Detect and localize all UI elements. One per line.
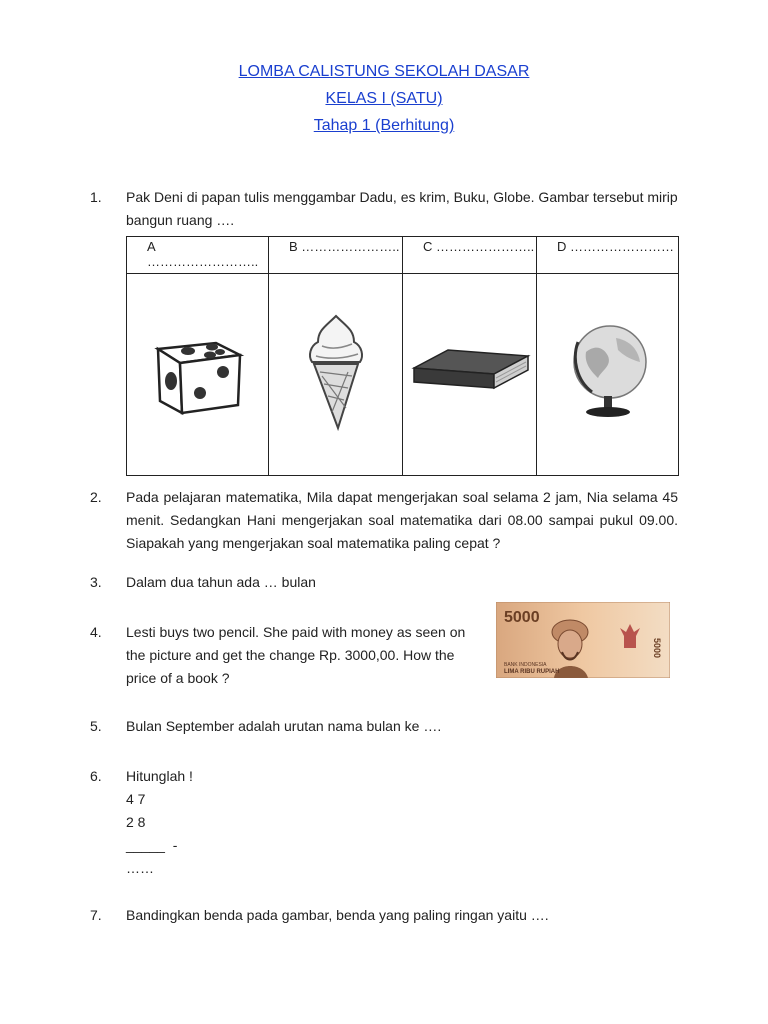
question-number: 1. [90, 189, 102, 205]
bank-name: BANK INDONESIA [504, 662, 547, 668]
worksheet-header [0, 58, 768, 139]
banknote-value: 5000 [504, 609, 540, 626]
option-b: B ………………….. [269, 237, 403, 274]
dice-icon [138, 327, 258, 417]
question-number: 2. [90, 489, 102, 505]
ice-cream-cell [269, 274, 403, 476]
question-text: Pak Deni di papan tulis menggambar Dadu, es krim, Buku, Globe. Gambar tersebut mirip bangun ruang …. [126, 189, 678, 228]
ice-cream-icon [296, 312, 376, 432]
question-body [126, 765, 678, 880]
banknote-words: LIMA RIBU RUPIAH [504, 669, 560, 675]
question-text: Lesti buys two pencil. She paid with money as seen on the picture and get the change Rp. 3000,00. How the price of a book ? [126, 624, 466, 686]
dice-cell [127, 274, 269, 476]
question-text: Hitunglah ! [126, 768, 193, 784]
addend-1: 4 7 [126, 791, 146, 807]
banknote-image [496, 602, 670, 678]
question-text: Dalam dua tahun ada … bulan [126, 574, 316, 590]
question-text: Bandingkan benda pada gambar, benda yang paling ringan yaitu …. [126, 907, 549, 923]
option-d: D …………………… [537, 237, 679, 274]
book-cell [403, 274, 537, 476]
operation-line: _____ - [126, 837, 178, 853]
header-stage: Tahap 1 (Berhitung) [313, 117, 455, 134]
question-number: 7. [90, 907, 102, 923]
answer-blank: …… [126, 860, 154, 876]
header-title: LOMBA CALISTUNG SEKOLAH DASAR [238, 63, 530, 80]
globe-icon [558, 322, 658, 422]
globe-cell [537, 274, 679, 476]
question-number: 5. [90, 718, 102, 734]
question-text: Pada pelajaran matematika, Mila dapat mengerjakan soal selama 2 jam, Nia selama 45 menit. Sedangkan Hani mengerjakan soal matematika dari 08.00 sampai pukul 09.00. Siapakah yang mengerjakan soal matematika paling cepat ? [126, 489, 678, 551]
question-number: 3. [90, 574, 102, 590]
banknote-value-side: 5000 [652, 638, 662, 659]
header-class: KELAS I (SATU) [325, 90, 443, 107]
question-number: 4. [90, 624, 102, 640]
option-a: A …………………….. [127, 237, 269, 274]
answer-options-table [126, 236, 679, 476]
question-text: Bulan September adalah urutan nama bulan ke …. [126, 718, 442, 734]
addend-2: 2 8 [126, 814, 146, 830]
option-c: C ………………….. [403, 237, 537, 274]
question-number: 6. [90, 768, 102, 784]
book-icon [408, 342, 532, 402]
